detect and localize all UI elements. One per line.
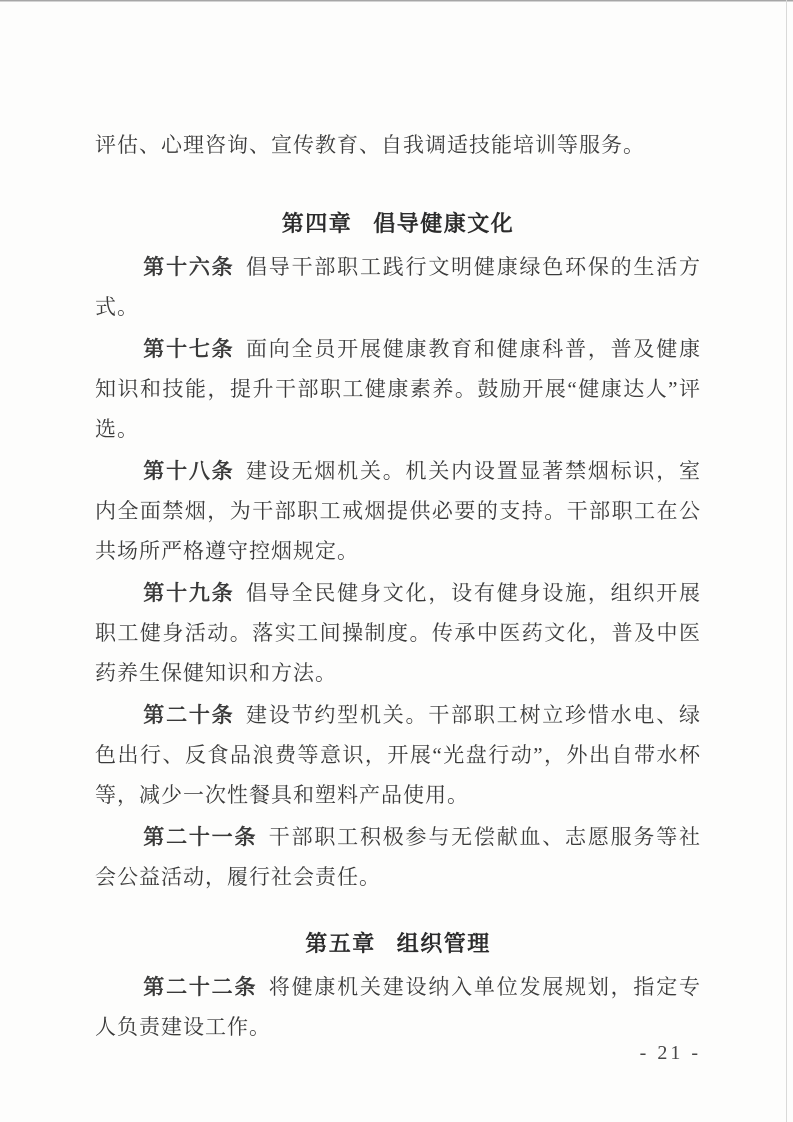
- paragraph-continuation: 评估、心理咨询、宣传教育、自我调适技能培训等服务。: [95, 133, 645, 157]
- scan-right-edge: [786, 0, 787, 1122]
- article-22-text: 将健康机关建设纳入单位发展规划，指定专人负责建设工作。: [95, 975, 702, 1039]
- article-18: [95, 451, 701, 571]
- article-16: [95, 247, 701, 327]
- chapter-4-number: 第四章: [281, 211, 353, 236]
- article-20: [95, 695, 701, 815]
- document-content: [95, 125, 701, 1047]
- article-19-number: 第十九条: [143, 581, 235, 605]
- chapter-4-title: 倡导健康文化: [373, 211, 515, 236]
- article-18-number: 第十八条: [143, 459, 235, 483]
- article-18-text: 建设无烟机关。机关内设置显著禁烟标识，室内全面禁烟，为干部职工戒烟提供必要的支持。干部职工在公共场所严格遵守控烟规定。: [95, 459, 702, 563]
- chapter-5-title: 组织管理: [396, 931, 491, 956]
- article-17: [95, 329, 701, 449]
- page-number: - 21 -: [639, 1042, 701, 1064]
- scan-top-edge: [0, 0, 793, 2]
- article-22: [95, 967, 701, 1047]
- chapter-heading-5: [95, 924, 701, 964]
- article-21-number: 第二十一条: [143, 825, 258, 849]
- article-16-number: 第十六条: [143, 255, 235, 279]
- article-16-text: 倡导干部职工践行文明健康绿色环保的生活方式。: [95, 255, 702, 319]
- article-21: [95, 817, 701, 897]
- article-21-text: 干部职工积极参与无偿献血、志愿服务等社会公益活动，履行社会责任。: [95, 825, 702, 889]
- article-19-text: 倡导全民健身文化，设有健身设施，组织开展职工健身活动。落实工间操制度。传承中医药文化，普及中医药养生保健知识和方法。: [95, 581, 702, 685]
- article-22-number: 第二十二条: [143, 975, 258, 999]
- article-19: [95, 573, 701, 693]
- article-20-number: 第二十条: [143, 703, 235, 727]
- article-17-number: 第十七条: [143, 337, 235, 361]
- chapter-heading-4: [95, 204, 701, 244]
- article-17-text: 面向全员开展健康教育和健康科普，普及健康知识和技能，提升干部职工健康素养。鼓励开展“健康达人”评选。: [95, 337, 702, 441]
- chapter-5-number: 第五章: [305, 931, 376, 956]
- article-20-text: 建设节约型机关。干部职工树立珍惜水电、绿色出行、反食品浪费等意识，开展“光盘行动”，外出自带水杯等，减少一次性餐具和塑料产品使用。: [95, 703, 702, 807]
